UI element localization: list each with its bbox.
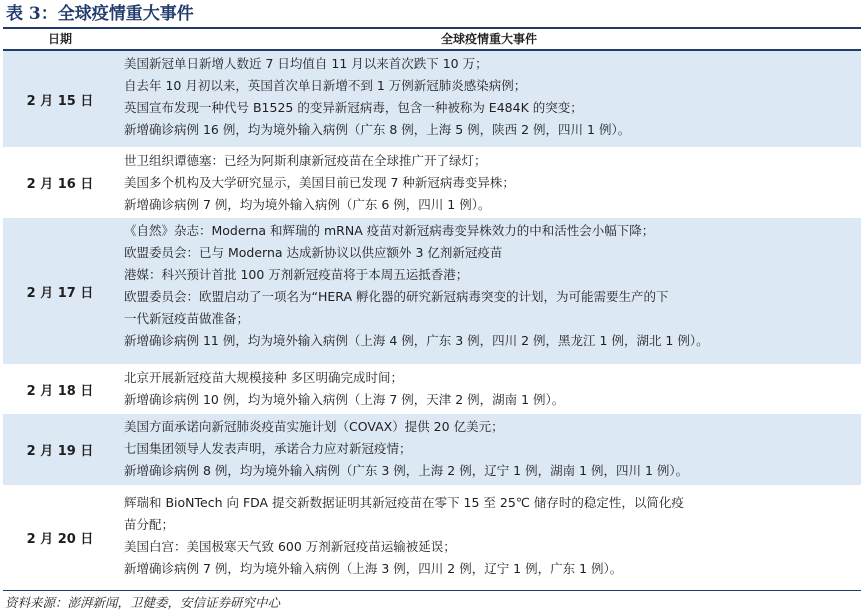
event-line: 北京开展新冠疫苗大规模接种 多区明确完成时间；	[124, 370, 403, 385]
event-line: 辉瑞和 BioNTech 向 FDA 提交新数据证明其新冠疫苗在零下 15 至 25℃ 储存时的稳定性，以简化疫	[124, 495, 684, 510]
row-events	[117, 148, 861, 217]
event-line: 苗分配；	[124, 517, 175, 532]
table-caption: 表 3：全球疫情重大事件	[6, 4, 194, 24]
event-line: 港媒：科兴预计首批 100 万剂新冠疫苗将于本周五运抵香港；	[124, 267, 469, 282]
event-line: 新增确诊病例 8 例，均为境外输入病例（广东 3 例，上海 2 例，辽宁 1 例，湖南 1 例，四川 1 例）。	[124, 463, 689, 478]
table-row	[3, 51, 861, 147]
row-date: 2 月 17 日	[3, 218, 117, 364]
row-events	[117, 486, 861, 589]
row-date: 2 月 19 日	[3, 414, 117, 485]
event-line: 美国新冠单日新增人数近 7 日均值自 11 月以来首次跌下 10 万；	[124, 56, 488, 71]
row-events	[117, 51, 861, 147]
header-date: 日期	[47, 32, 72, 46]
table-row	[3, 365, 861, 413]
table-header	[3, 29, 861, 49]
table-row	[3, 486, 861, 589]
header-events: 全球疫情重大事件	[440, 32, 537, 46]
event-line: 新增确诊病例 10 例，均为境外输入病例（上海 7 例，天津 2 例，湖南 1 例）。	[124, 392, 565, 407]
row-events	[117, 414, 861, 485]
row-date: 2 月 18 日	[26, 383, 94, 399]
event-line: 新增确诊病例 11 例，均为境外输入病例（上海 4 例，广东 3 例，四川 2 例，黑龙江 1 例，湖北 1 例）。	[124, 333, 709, 348]
row-events	[117, 218, 861, 364]
table-row	[3, 414, 861, 485]
row-date: 2 月 20 日	[26, 532, 94, 547]
event-line: 新增确诊病例 16 例，均为境外输入病例（广东 8 例，上海 5 例，陕西 2 例，四川 1 例）。	[124, 122, 631, 137]
row-date: 2 月 15 日	[3, 51, 117, 147]
event-line: 世卫组织谭德塞：已经为阿斯利康新冠疫苗在全球推广开了绿灯；	[124, 153, 487, 168]
event-line: 欧盟委员会：欧盟启动了一项名为“HERA 孵化器的研究新冠病毒突变的计划，为可能需要生产的下	[124, 289, 669, 304]
source-note: 资料来源：澎湃新闻，卫健委，安信证券研究中心	[5, 595, 281, 610]
event-line: 美国方面承诺向新冠肺炎疫苗实施计划（COVAX）提供 20 亿美元；	[124, 419, 504, 434]
table-row	[3, 148, 861, 217]
event-line: 新增确诊病例 7 例，均为境外输入病例（广东 6 例，四川 1 例）。	[124, 197, 491, 212]
event-line: 七国集团领导人发表声明，承诺合力应对新冠疫情；	[124, 441, 412, 456]
table-bottom-rule	[3, 590, 861, 591]
row-events	[117, 365, 861, 413]
event-line: 自去年 10 月初以来，英国首次单日新增不到 1 万例新冠肺炎感染病例；	[124, 78, 527, 93]
row-date: 2 月 16 日	[26, 177, 94, 192]
table-row	[3, 218, 861, 364]
event-line: 美国白宫：美国极寒天气致 600 万剂新冠疫苗运输被延误；	[124, 539, 456, 554]
event-line: 欧盟委员会：已与 Moderna 达成新协议以供应额外 3 亿剂新冠疫苗	[124, 245, 503, 260]
event-line: 一代新冠疫苗做准备；	[124, 311, 250, 326]
event-line: 美国多个机构及大学研究显示，美国目前已发现 7 种新冠病毒变异株；	[124, 175, 515, 190]
event-line: 《自然》杂志：Moderna 和辉瑞的 mRNA 疫苗对新冠病毒变异株效力的中和活性会小幅下降；	[124, 223, 655, 238]
event-line: 新增确诊病例 7 例，均为境外输入病例（上海 3 例，四川 2 例，辽宁 1 例，广东 1 例）。	[124, 561, 623, 576]
event-line: 英国宣布发现一种代号 B1525 的变异新冠病毒，包含一种被称为 E484K 的突变；	[124, 100, 583, 115]
